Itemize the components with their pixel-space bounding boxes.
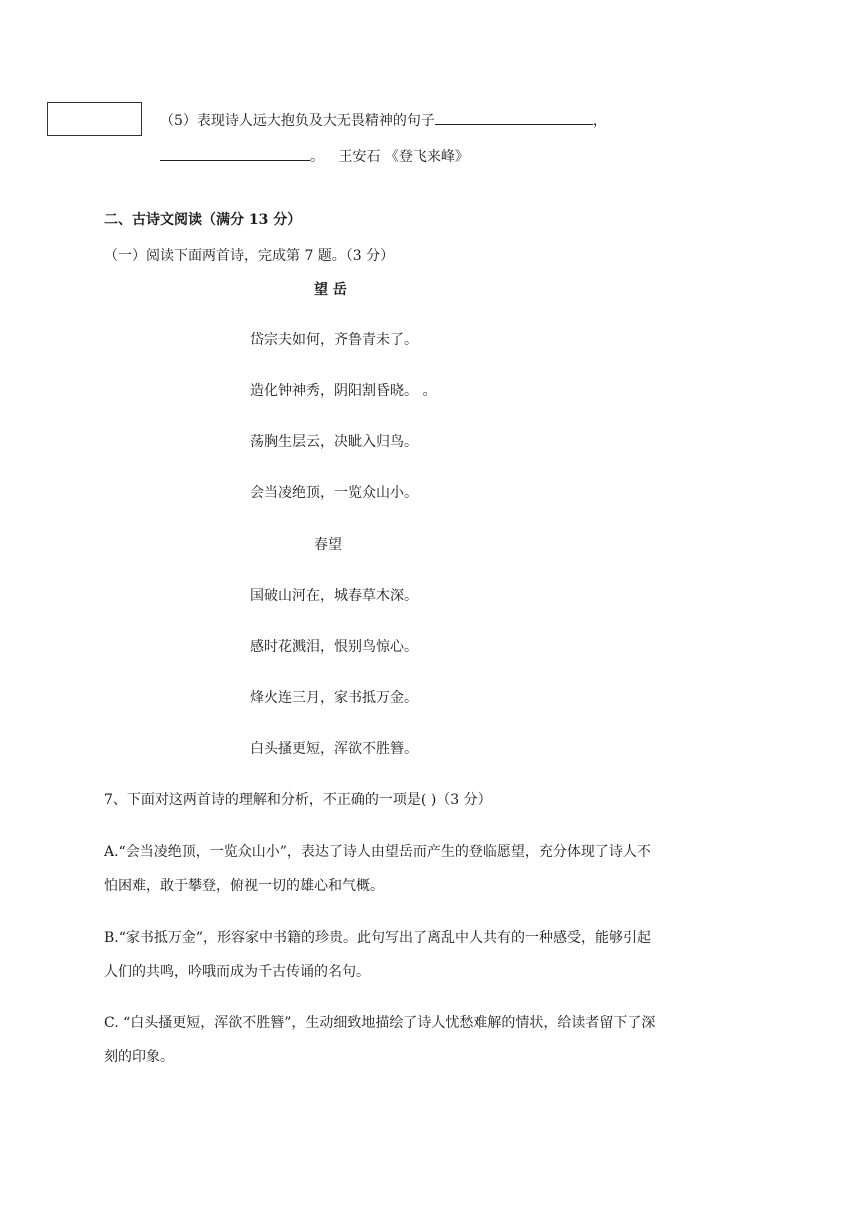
poem-2-line: 烽火连三月，家书抵万金。 — [250, 690, 418, 706]
question-5-line2 — [160, 146, 469, 167]
question-7-stem: 7、下面对这两首诗的理解和分析，不正确的一项是( )（3 分） — [104, 792, 492, 808]
answer-blank-2[interactable] — [160, 146, 310, 161]
poem-2-title: 春望 — [314, 537, 342, 553]
answer-blank-1[interactable] — [435, 110, 593, 125]
poem-1-title: 望 岳 — [314, 282, 347, 298]
poem-2-line: 感时花溅泪，恨别鸟惊心。 — [250, 639, 418, 655]
poem-1-line: 造化钟神秀，阴阳割昏晓。 。 — [250, 383, 437, 399]
score-box — [47, 102, 142, 136]
option-a-line1: A.“会当凌绝顶，一览众山小”，表达了诗人由望岳而产生的登临愿望，充分体现了诗人不 — [104, 844, 651, 860]
poem-2-line: 白头搔更短，浑欲不胜簪。 — [250, 741, 418, 757]
question-5-period: 。 — [310, 149, 324, 165]
question-5-line1 — [160, 110, 607, 131]
question-5-source: 王安石 《登飞来峰》 — [338, 149, 469, 165]
section-2-intro: （一）阅读下面两首诗，完成第 7 题。（3 分） — [104, 248, 395, 264]
option-c-line1: C. “白头搔更短，浑欲不胜簪”，生动细致地描绘了诗人忧愁难解的情状，给读者留下了深 — [104, 1015, 656, 1031]
question-5-text: （5）表现诗人远大抱负及大无畏精神的句子 — [160, 113, 435, 129]
poem-1-line: 会当凌绝顶，一览众山小。 — [250, 485, 418, 501]
option-a-line2: 怕困难，敢于攀登，俯视一切的雄心和气概。 — [104, 878, 384, 894]
poem-1-line: 荡胸生层云，决眦入归鸟。 — [250, 434, 418, 450]
option-b-line2: 人们的共鸣，吟哦而成为千古传诵的名句。 — [104, 964, 370, 980]
question-5-comma: ， — [592, 113, 607, 129]
option-c-line2: 刻的印象。 — [104, 1049, 174, 1065]
poem-1-line: 岱宗夫如何，齐鲁青未了。 — [250, 332, 418, 348]
option-b-line1: B.“家书抵万金”，形容家中书籍的珍贵。此句写出了离乱中人共有的一种感受，能够引起 — [104, 930, 652, 946]
section-2-heading: 二、古诗文阅读（满分 13 分） — [104, 212, 302, 228]
poem-2-line: 国破山河在，城春草木深。 — [250, 588, 418, 604]
